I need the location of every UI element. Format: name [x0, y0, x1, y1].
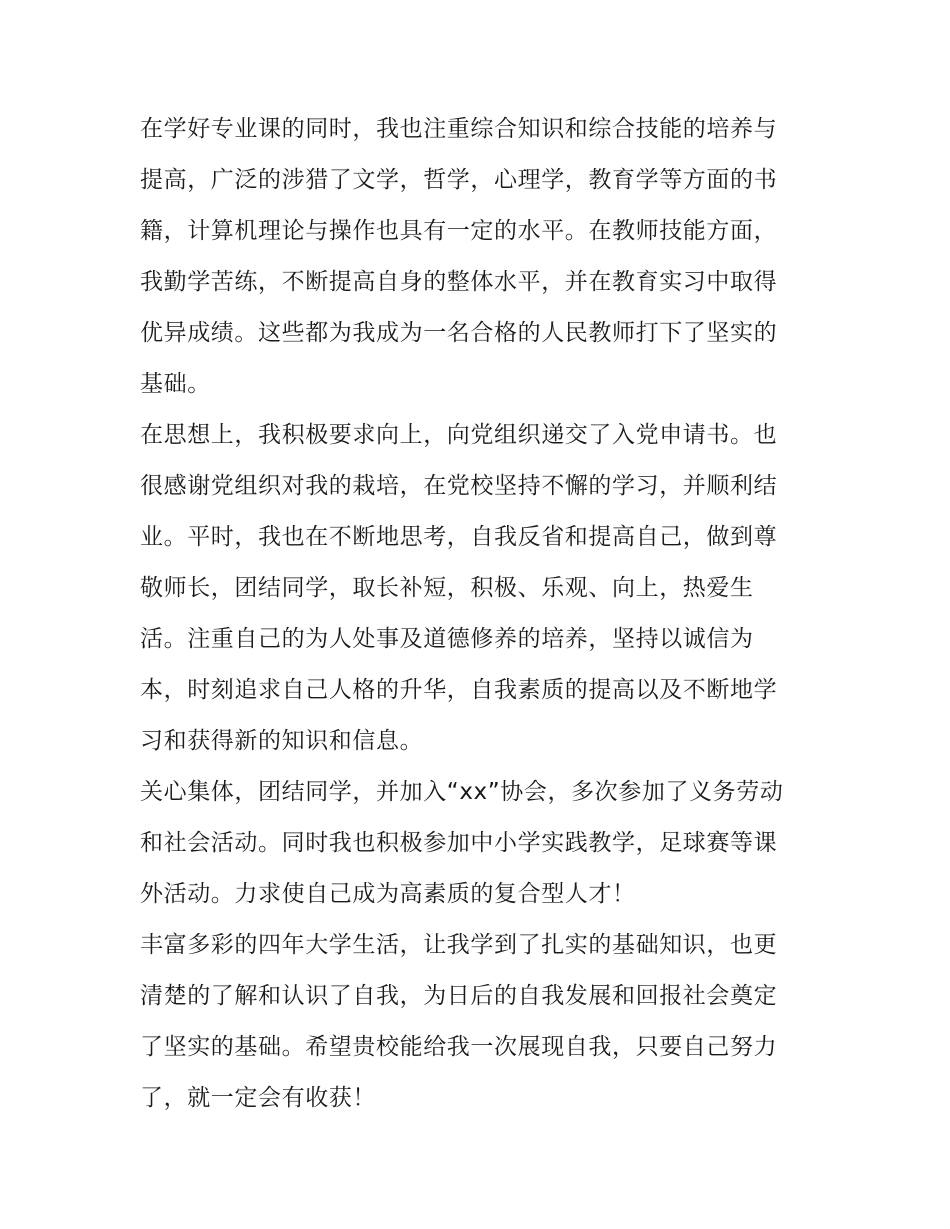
text-line: 业。平时，我也在不断地思考，自我反省和提高自己，做到尊	[140, 524, 778, 550]
paragraph-activities	[140, 767, 820, 920]
text-line: 敬师长，团结同学，取长补短，积极、乐观、向上，热爱生	[140, 575, 754, 601]
text-line: 清楚的了解和认识了自我，为日后的自我发展和回报社会奠定	[140, 983, 778, 1009]
text-line: 籍，计算机理论与操作也具有一定的水平。在教师技能方面，	[140, 218, 778, 244]
text-line: 本，时刻追求自己人格的升华，自我素质的提高以及不断地学	[140, 677, 778, 703]
text-line: 外活动。力求使自己成为高素质的复合型人才！	[140, 881, 636, 907]
paragraph-study	[140, 104, 820, 410]
text-line: 和社会活动。同时我也积极参加中小学实践教学，足球赛等课	[140, 830, 778, 856]
text-line: 丰富多彩的四年大学生活，让我学到了扎实的基础知识，也更	[140, 932, 778, 958]
paragraph-conclusion	[140, 920, 820, 1124]
text-line: 习和获得新的知识和信息。	[140, 728, 424, 754]
text-line: 了，就一定会有收获！	[140, 1085, 376, 1111]
text-line: 基础。	[140, 371, 211, 397]
paragraph-thought	[140, 410, 820, 767]
text-line: 很感谢党组织对我的栽培，在党校坚持不懈的学习，并顺利结	[140, 473, 778, 499]
text-line: 了坚实的基础。希望贵校能给我一次展现自我，只要自己努力	[140, 1034, 778, 1060]
text-line: 活。注重自己的为人处事及道德修养的培养，坚持以诚信为	[140, 626, 754, 652]
text-line: 在学好专业课的同时，我也注重综合知识和综合技能的培养与	[140, 116, 778, 142]
document-body	[140, 104, 820, 1124]
text-line: 优异成绩。这些都为我成为一名合格的人民教师打下了坚实的	[140, 320, 778, 346]
text-line: 我勤学苦练，不断提高自身的整体水平，并在教育实习中取得	[140, 269, 778, 295]
text-line: 提高，广泛的涉猎了文学，哲学，心理学，教育学等方面的书	[140, 167, 778, 193]
text-line: 关心集体，团结同学，并加入“xx”协会，多次参加了义务劳动	[140, 779, 784, 805]
text-line: 在思想上，我积极要求向上，向党组织递交了入党申请书。也	[140, 422, 778, 448]
